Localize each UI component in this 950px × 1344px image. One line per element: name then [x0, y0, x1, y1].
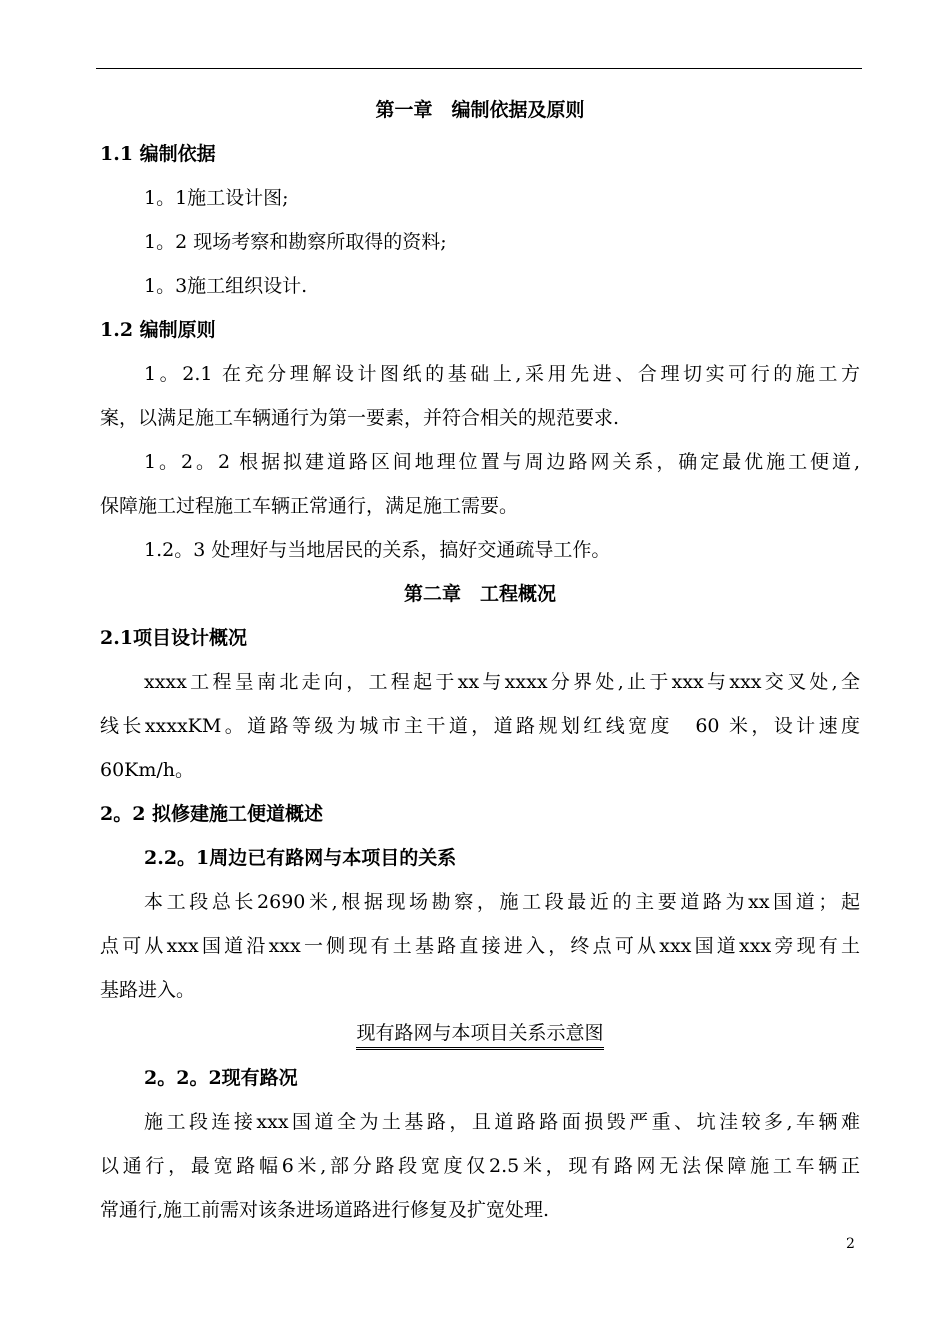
paragraph-line: 1。2.1 在充分理解设计图纸的基础上,采用先进、合理切实可行的施工方 — [144, 363, 860, 385]
page-number: 2 — [846, 1236, 855, 1252]
list-item: 1。2 现场考察和勘察所取得的资料; — [144, 231, 447, 253]
figure-caption-row — [100, 1012, 860, 1056]
header-rule — [96, 68, 862, 69]
section-1-1-heading: 1.1 编制依据 — [100, 143, 216, 165]
figure-caption: 现有路网与本项目关系示意图 — [356, 1021, 603, 1050]
paragraph-line: 本工段总长2690米,根据现场勘察，施工段最近的主要道路为xx国道；起 — [144, 891, 860, 913]
subsection-2-2-1-heading: 2.2。1周边已有路网与本项目的关系 — [144, 847, 457, 869]
paragraph-line: 1.2。3 处理好与当地居民的关系，搞好交通疏导工作。 — [144, 539, 611, 561]
chapter-2-title: 第二章 工程概况 — [403, 583, 556, 605]
subsection-2-2-2-heading: 2。2。2现有路况 — [144, 1067, 298, 1089]
paragraph-line: 基路进入。 — [100, 979, 196, 1001]
section-1-2-heading: 1.2 编制原则 — [100, 319, 216, 341]
paragraph-line: 常通行,施工前需对该条进场道路进行修复及扩宽处理. — [100, 1199, 550, 1221]
paragraph-line: 线长xxxxKM。道路等级为城市主干道，道路规划红线宽度 60 米，设计速度 — [100, 715, 860, 737]
paragraph-line: 保障施工过程施工车辆正常通行，满足施工需要。 — [100, 495, 519, 517]
chapter-1-title: 第一章 编制依据及原则 — [375, 99, 585, 121]
paragraph-line: 以通行，最宽路幅6米,部分路段宽度仅2.5米，现有路网无法保障施工车辆正 — [100, 1155, 860, 1177]
paragraph-line: xxxx工程呈南北走向，工程起于xx与xxxx分界处,止于xxx与xxx交叉处,全 — [144, 671, 860, 693]
list-item: 1。1施工设计图; — [144, 187, 289, 209]
paragraph-line: 案，以满足施工车辆通行为第一要素，并符合相关的规范要求. — [100, 407, 620, 429]
paragraph-line: 1。2。2 根据拟建道路区间地理位置与周边路网关系，确定最优施工便道, — [144, 451, 860, 473]
section-2-1-heading: 2.1项目设计概况 — [100, 627, 248, 649]
paragraph-line: 点可从xxx国道沿xxx一侧现有土基路直接进入，终点可从xxx国道xxx旁现有土 — [100, 935, 860, 957]
document-body — [100, 88, 860, 1232]
paragraph-line: 60Km/h。 — [100, 759, 195, 781]
paragraph-line: 施工段连接xxx国道全为土基路，且道路路面损毁严重、坑洼较多,车辆难 — [144, 1111, 860, 1133]
section-2-2-heading: 2。2 拟修建施工便道概述 — [100, 803, 324, 825]
list-item: 1。3施工组织设计. — [144, 275, 308, 297]
